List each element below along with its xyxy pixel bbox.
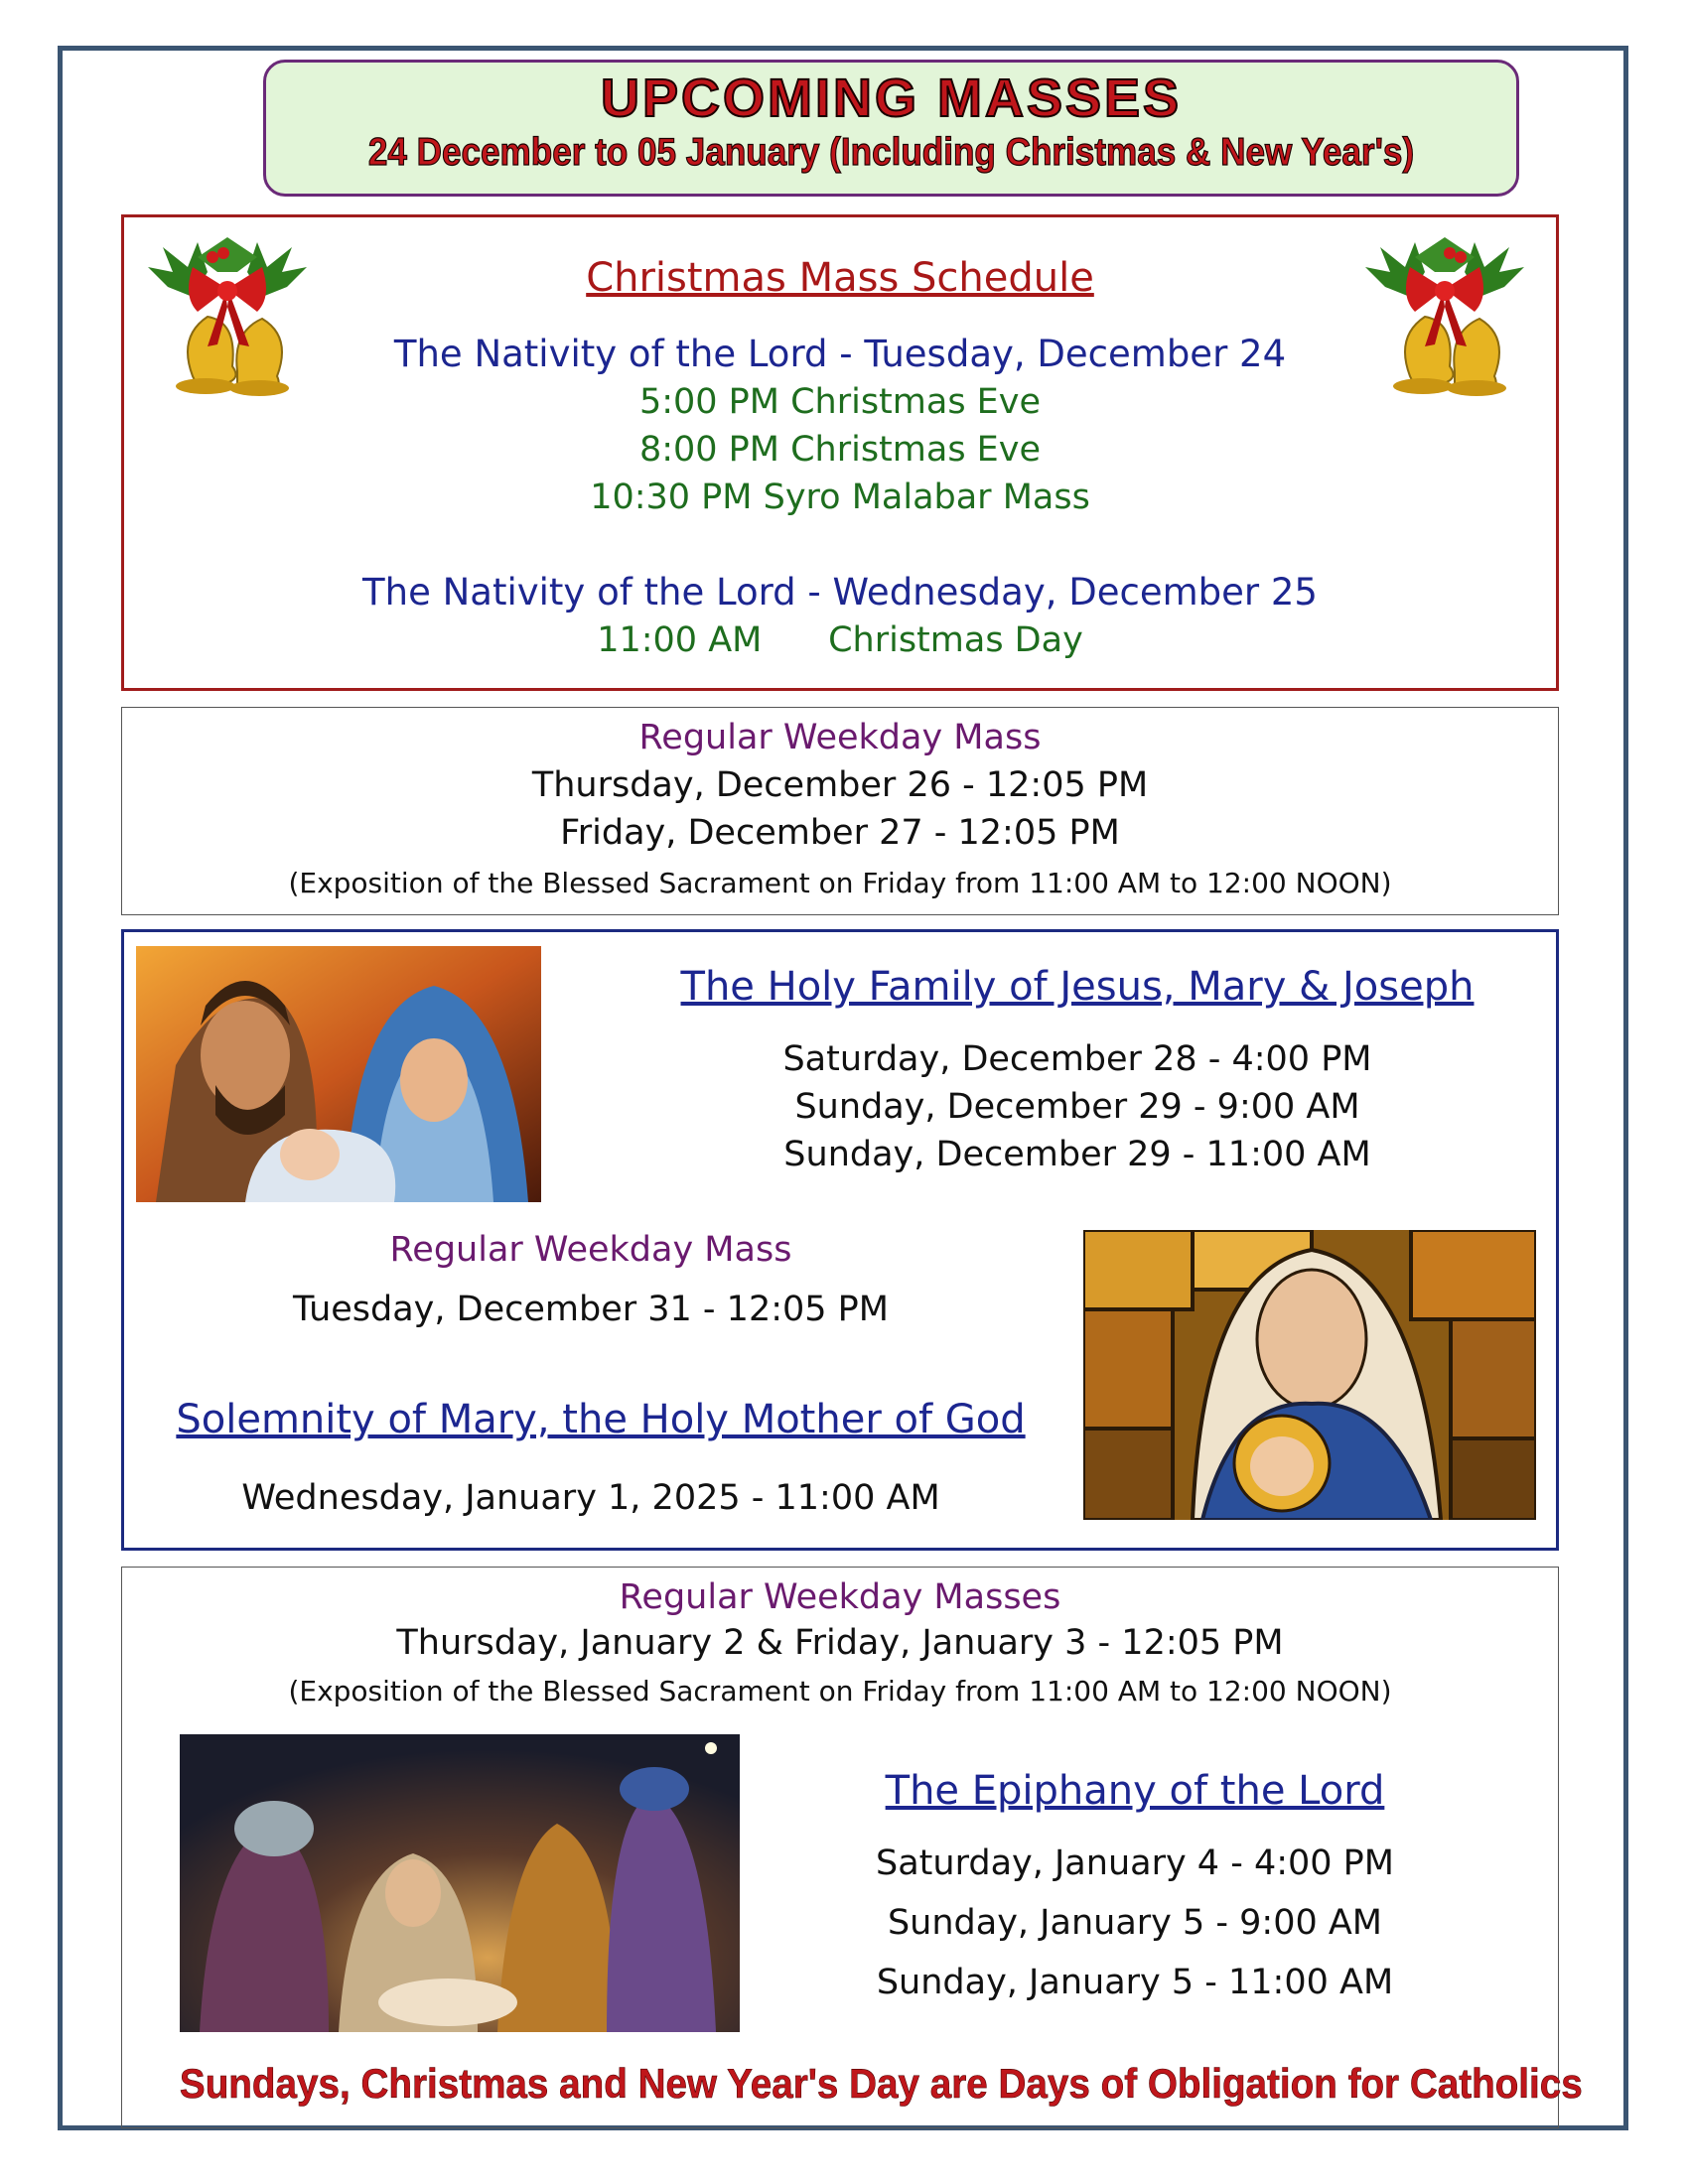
mass-time: Friday, December 27 - 12:05 PM xyxy=(560,813,1120,853)
page-title: UPCOMING MASSES xyxy=(600,68,1183,128)
weekday-heading: Regular Weekday Mass xyxy=(638,718,1042,757)
exposition-note: (Exposition of the Blessed Sacrament on Friday from 11:00 AM to 12:00 NOON) xyxy=(288,1675,1392,1707)
epiphany-heading: The Epiphany of the Lord xyxy=(885,1768,1385,1814)
mass-time: Saturday, January 4 - 4:00 PM xyxy=(876,1843,1394,1883)
holy-family-image xyxy=(136,946,541,1202)
mass-time: 5:00 PM Christmas Eve xyxy=(638,382,1042,422)
magi-nativity-image xyxy=(180,1734,740,2032)
title-banner xyxy=(263,60,1519,197)
christmas-heading: Christmas Mass Schedule xyxy=(586,255,1094,301)
page-subtitle: 24 December to 05 January (Including Christmas & New Year's) xyxy=(367,131,1415,174)
exposition-note: (Exposition of the Blessed Sacrament on Friday from 11:00 AM to 12:00 NOON) xyxy=(288,867,1392,899)
madonna-stained-glass-image xyxy=(1083,1230,1536,1520)
mass-time: Wednesday, January 1, 2025 - 11:00 AM xyxy=(241,1478,940,1518)
mass-time: Tuesday, December 31 - 12:05 PM xyxy=(293,1290,889,1329)
weekday-mass-section xyxy=(121,707,1559,915)
mass-time: Thursday, January 2 & Friday, January 3 - 12:05 PM xyxy=(396,1623,1284,1663)
mass-time: 11:00 AM Christmas Day xyxy=(597,620,1083,660)
mass-time: 10:30 PM Syro Malabar Mass xyxy=(590,478,1090,517)
mass-time: Sunday, January 5 - 9:00 AM xyxy=(887,1903,1383,1943)
holy-family-section xyxy=(121,929,1559,1551)
solemnity-heading: Solemnity of Mary, the Holy Mother of God xyxy=(176,1397,1026,1442)
obligation-notice: Sundays, Christmas and New Year's Day are Days of Obligation for Catholics xyxy=(179,2060,1583,2107)
weekday-heading: Regular Weekday Mass xyxy=(389,1230,792,1270)
holy-family-heading: The Holy Family of Jesus, Mary & Joseph xyxy=(680,964,1475,1010)
weekday-heading: Regular Weekday Masses xyxy=(619,1577,1061,1617)
epiphany-section xyxy=(121,1567,1583,2128)
mass-time: Thursday, December 26 - 12:05 PM xyxy=(531,765,1149,805)
mass-time: Sunday, December 29 - 11:00 AM xyxy=(783,1135,1371,1174)
nativity-dec25-title: The Nativity of the Lord - Wednesday, December 25 xyxy=(362,571,1318,614)
mass-time: 8:00 PM Christmas Eve xyxy=(638,430,1042,470)
christmas-schedule-section xyxy=(121,214,1559,691)
mass-time: Saturday, December 28 - 4:00 PM xyxy=(782,1039,1372,1079)
mass-time: Sunday, December 29 - 9:00 AM xyxy=(794,1087,1360,1127)
mass-time: Sunday, January 5 - 11:00 AM xyxy=(876,1963,1394,2002)
nativity-dec24-title: The Nativity of the Lord - Tuesday, December 24 xyxy=(393,333,1287,375)
